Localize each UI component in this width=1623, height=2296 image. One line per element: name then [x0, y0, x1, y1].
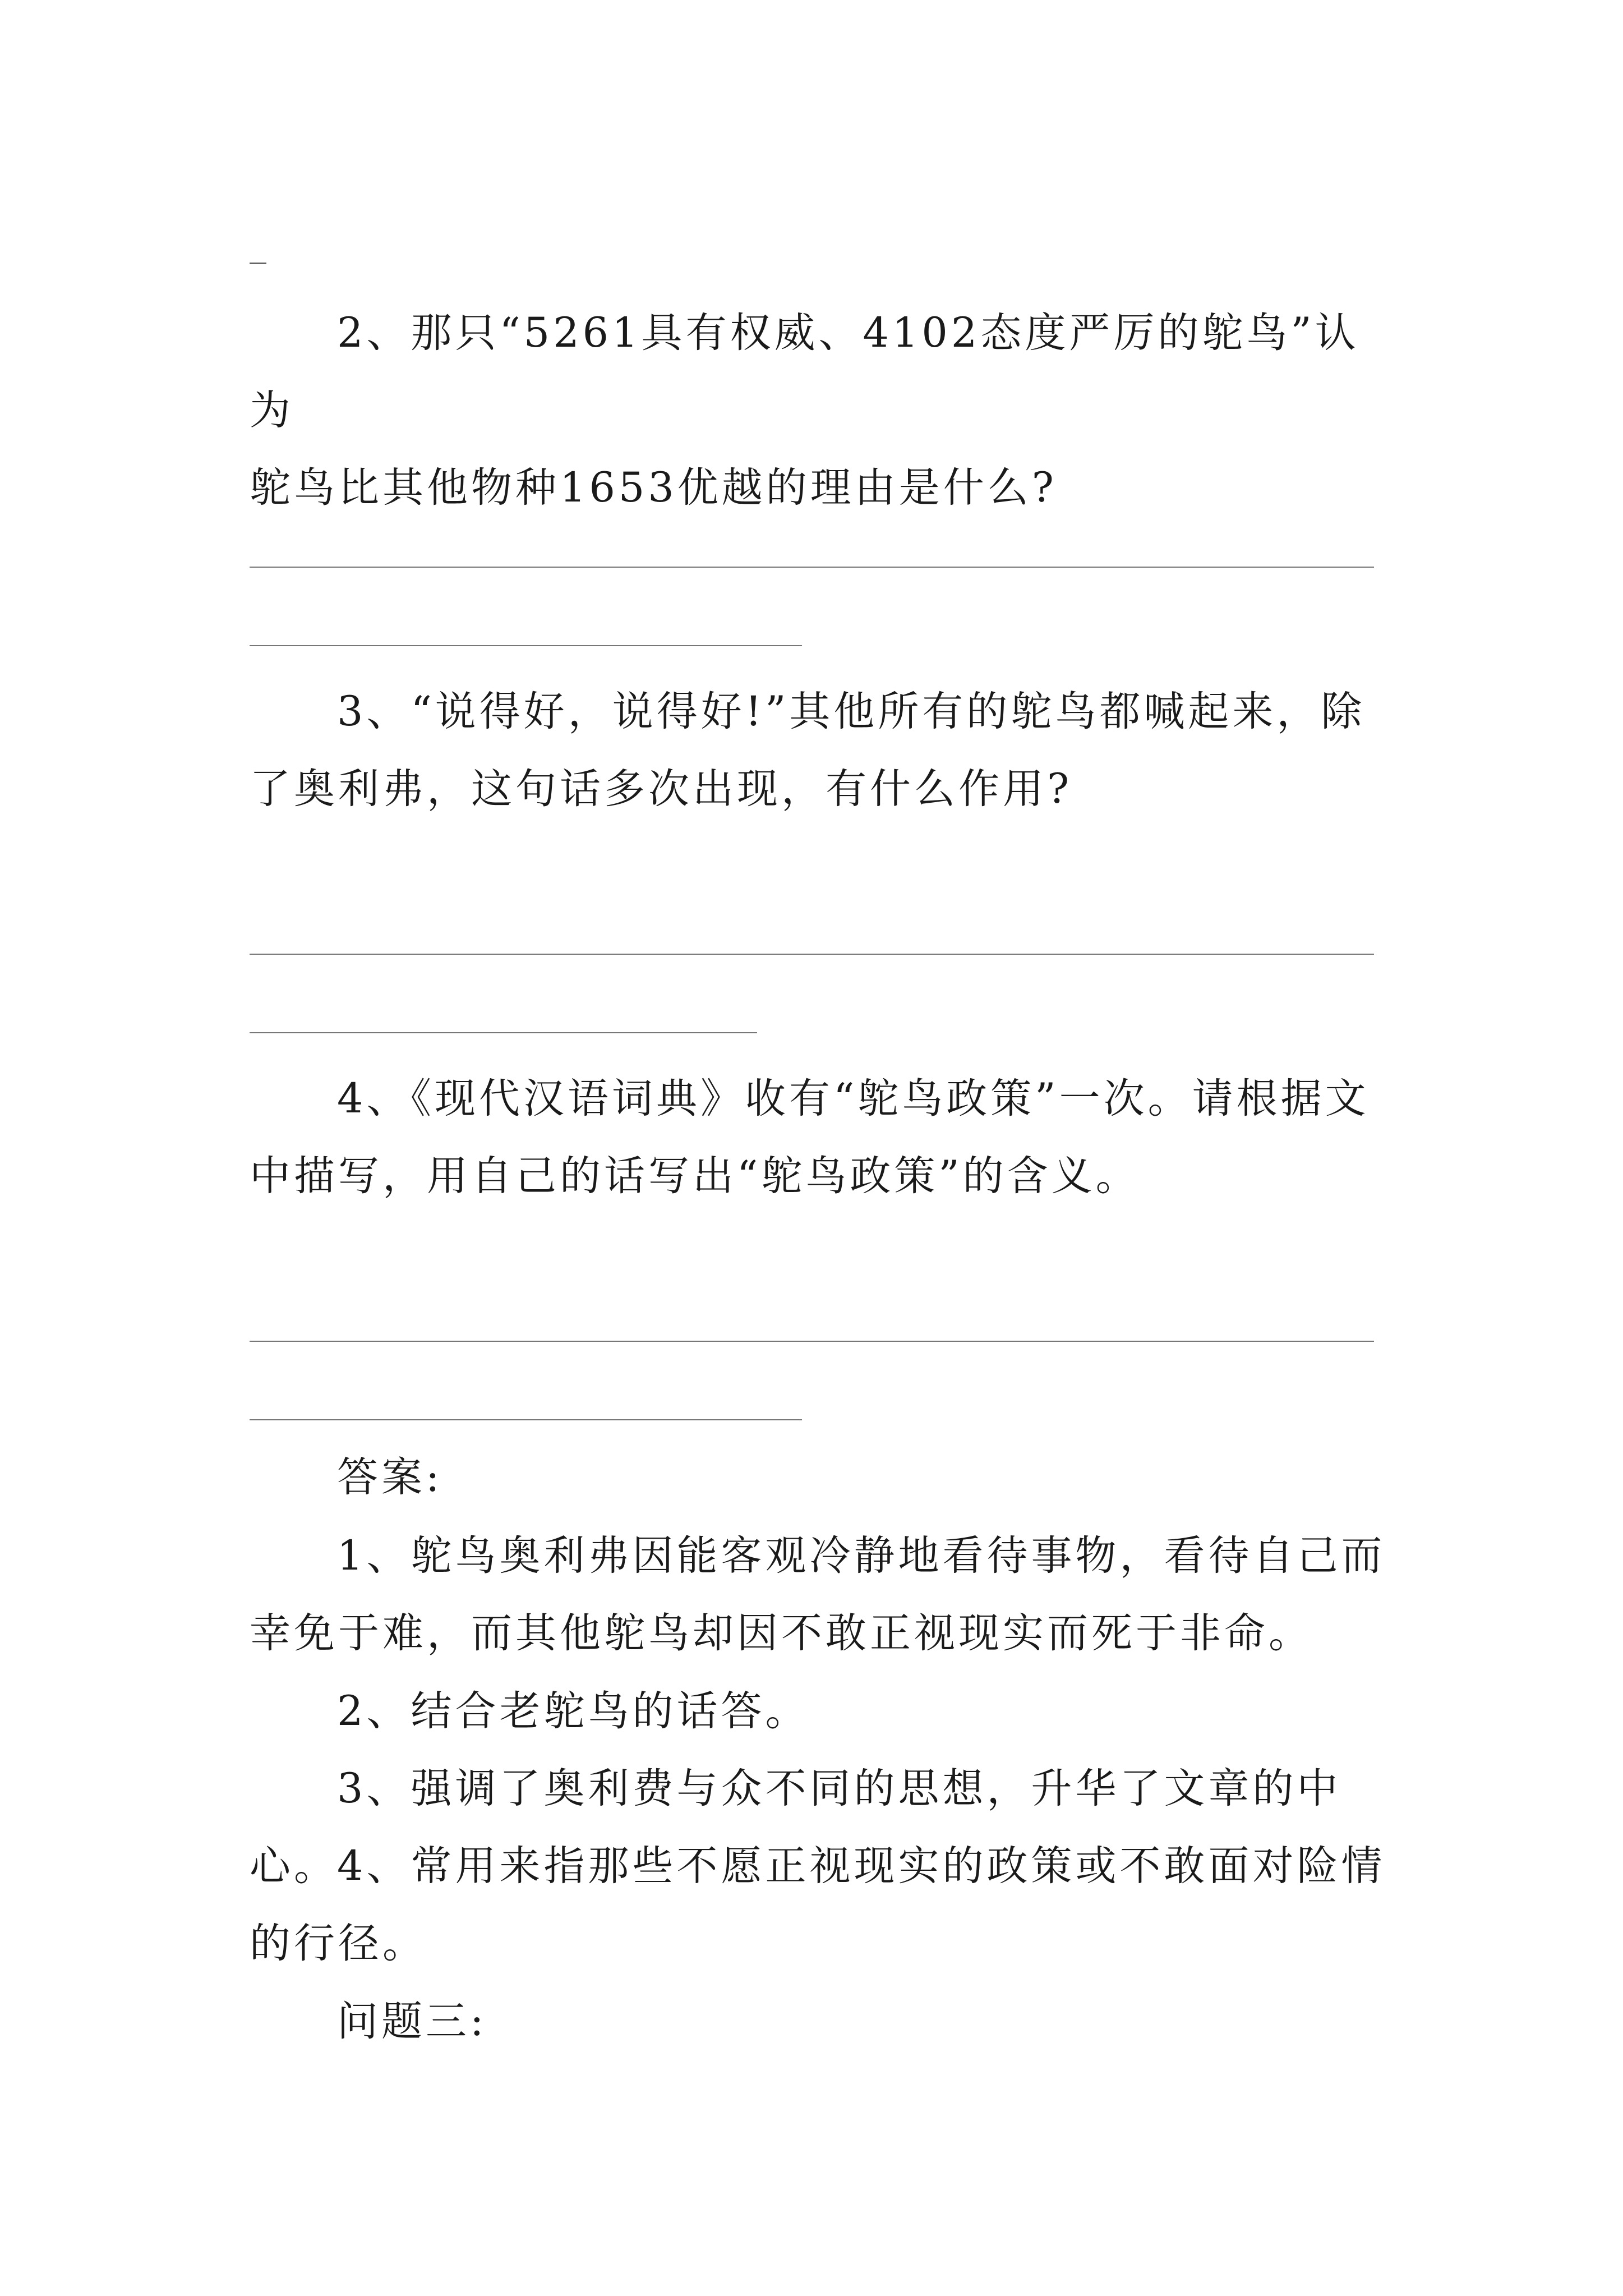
answer-line[interactable] [250, 954, 1374, 955]
answer-4-line-1: 4、常用来指那些不愿正视现实的政策或不敢面对险情 [337, 1842, 1386, 1890]
answer-1-line-1: 1、鸵鸟奥利弗因能客观冷静地看待事物，看待自己而 [337, 1532, 1386, 1580]
question-2-line-2: 鸵鸟比其他物种1653优越的理由是什么? [250, 464, 1057, 512]
answer-3: 3、强调了奥利费与众不同的思想，升华了文章的中心。 [250, 1765, 1341, 1890]
question-2-line-1: 2、那只“5261具有权威、4102态度严厉的鸵鸟”认为 [250, 309, 1359, 434]
question-4-line-2: 中描写，用自己的话写出“鸵鸟政策”的含义。 [250, 1152, 1140, 1200]
answer-line[interactable] [250, 645, 802, 646]
question-3-line-2: 了奥利弗，这句话多次出现，有什么作用? [250, 765, 1073, 813]
answers-heading: 答案: [337, 1453, 443, 1501]
question-2 [250, 295, 1394, 527]
answer-1-line-2: 幸免于难，而其他鸵鸟却因不敢正视现实而死于非命。 [250, 1609, 1313, 1657]
answer-line[interactable] [250, 567, 1374, 568]
answer-1 [250, 1517, 1394, 1672]
question-3 [250, 673, 1394, 828]
question-4-line-1: 4、《现代汉语词典》收有“鸵鸟政策”一次。请根据文 [337, 1075, 1370, 1122]
next-section-heading: 问题三: [337, 1998, 487, 2045]
question-4 [250, 1060, 1394, 1215]
question-3-line-1: 3、“说得好，说得好!”其他所有的鸵鸟都喊起来，除 [337, 688, 1366, 735]
answer-line[interactable] [250, 1341, 1374, 1342]
answer-2: 2、结合老鸵鸟的话答。 [337, 1687, 810, 1735]
answer-line[interactable] [250, 1032, 757, 1033]
answer-4 [250, 1828, 1394, 1982]
answer-4-line-2: 的行径。 [250, 1920, 427, 1967]
answer-line[interactable] [250, 1419, 802, 1420]
page-mark [250, 263, 266, 264]
